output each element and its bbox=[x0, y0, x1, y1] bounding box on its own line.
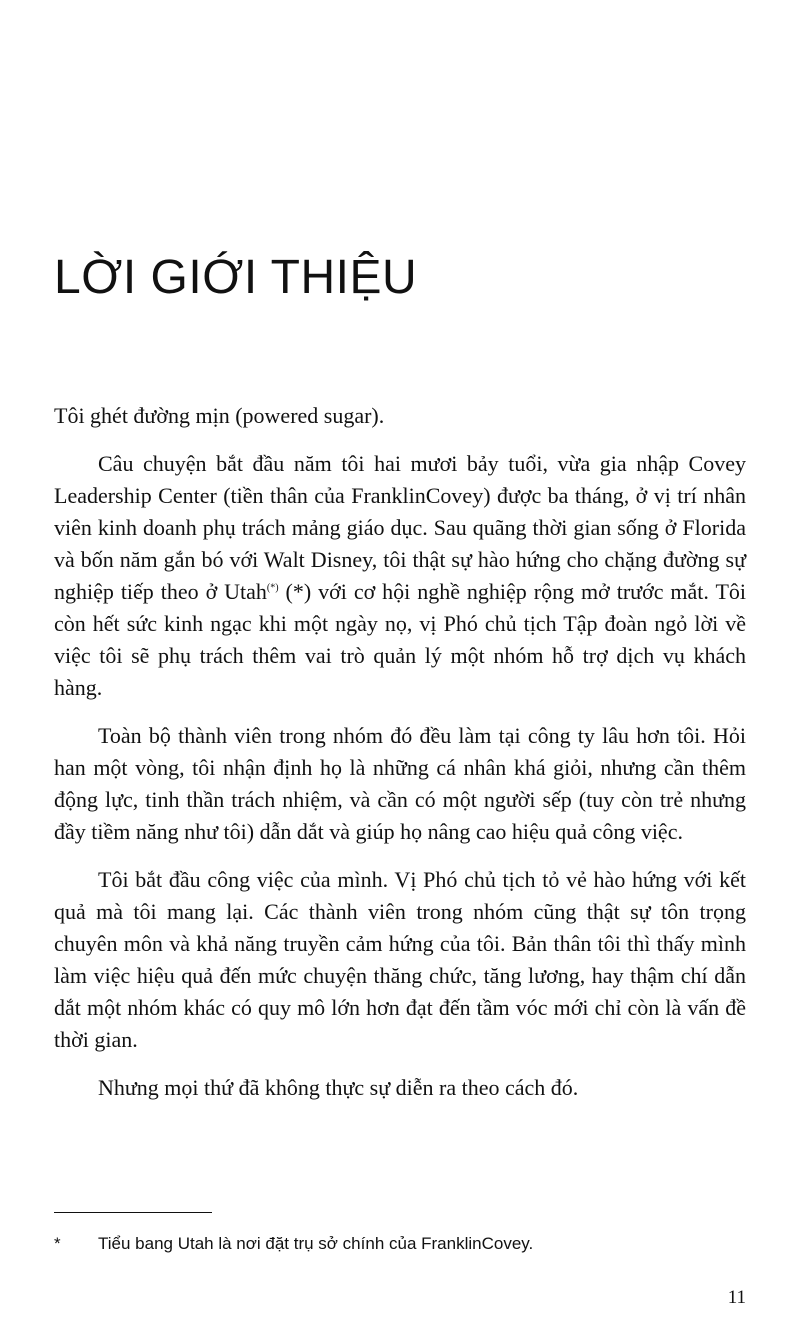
footnote bbox=[54, 1232, 746, 1256]
paragraph-4: Tôi bắt đầu công việc của mình. Vị Phó chủ tịch tỏ vẻ hào hứng với kết quả mà tôi mang lại. Các thành viên trong nhóm cũng thật sự tôn trọng chuyên môn và khả năng truyền cảm hứng của tôi. Bản thân tôi thì thấy mình làm việc hiệu quả đến mức chuyện thăng chức, tăng lương, hay thậm chí dẫn dắt một nhóm khác có quy mô lớn hơn đạt đến tầm vóc mới chỉ còn là vấn đề thời gian. bbox=[54, 867, 746, 1052]
footnote-marker: * bbox=[54, 1234, 61, 1253]
chapter-body bbox=[54, 400, 746, 1120]
chapter-title: LỜI GIỚI THIỆU bbox=[54, 251, 418, 304]
footnote-divider bbox=[54, 1212, 212, 1213]
paragraph-2-part-2: (*) với cơ hội nghề nghiệp rộng mở trước mắt. Tôi còn hết sức kinh ngạc khi một ngày nọ, vị Phó chủ tịch Tập đoàn ngỏ lời về việc tôi sẽ phụ trách thêm vai trò quản lý một nhóm hỗ trợ dịch vụ khách hàng. bbox=[54, 579, 746, 700]
page-number: 11 bbox=[727, 1287, 746, 1308]
paragraph-1: Tôi ghét đường mịn (powered sugar). bbox=[54, 403, 385, 428]
paragraph-3: Toàn bộ thành viên trong nhóm đó đều làm tại công ty lâu hơn tôi. Hỏi han một vòng, tôi nhận định họ là những cá nhân khá giỏi, nhưng cần thêm động lực, tinh thần trách nhiệm, và cần có một người sếp (tuy còn trẻ nhưng đầy tiềm năng như tôi) dẫn dắt và giúp họ nâng cao hiệu quả công việc. bbox=[54, 723, 746, 844]
paragraph-5: Nhưng mọi thứ đã không thực sự diễn ra theo cách đó. bbox=[98, 1075, 579, 1100]
footnote-reference: (*) bbox=[266, 582, 279, 594]
paragraph-2 bbox=[54, 448, 746, 704]
paragraph-2-part-1: Câu chuyện bắt đầu năm tôi hai mươi bảy tuổi, vừa gia nhập Covey Leadership Center (tiền thân của FranklinCovey) được ba tháng, ở vị trí nhân viên kinh doanh phụ trách mảng giáo dục. Sau quãng thời gian sống ở Florida và bốn năm gắn bó với Walt Disney, tôi thật sự hào hứng cho chặng đường sự nghiệp tiếp theo ở Utah bbox=[54, 451, 746, 604]
footnote-text: Tiểu bang Utah là nơi đặt trụ sở chính của FranklinCovey. bbox=[98, 1234, 534, 1253]
